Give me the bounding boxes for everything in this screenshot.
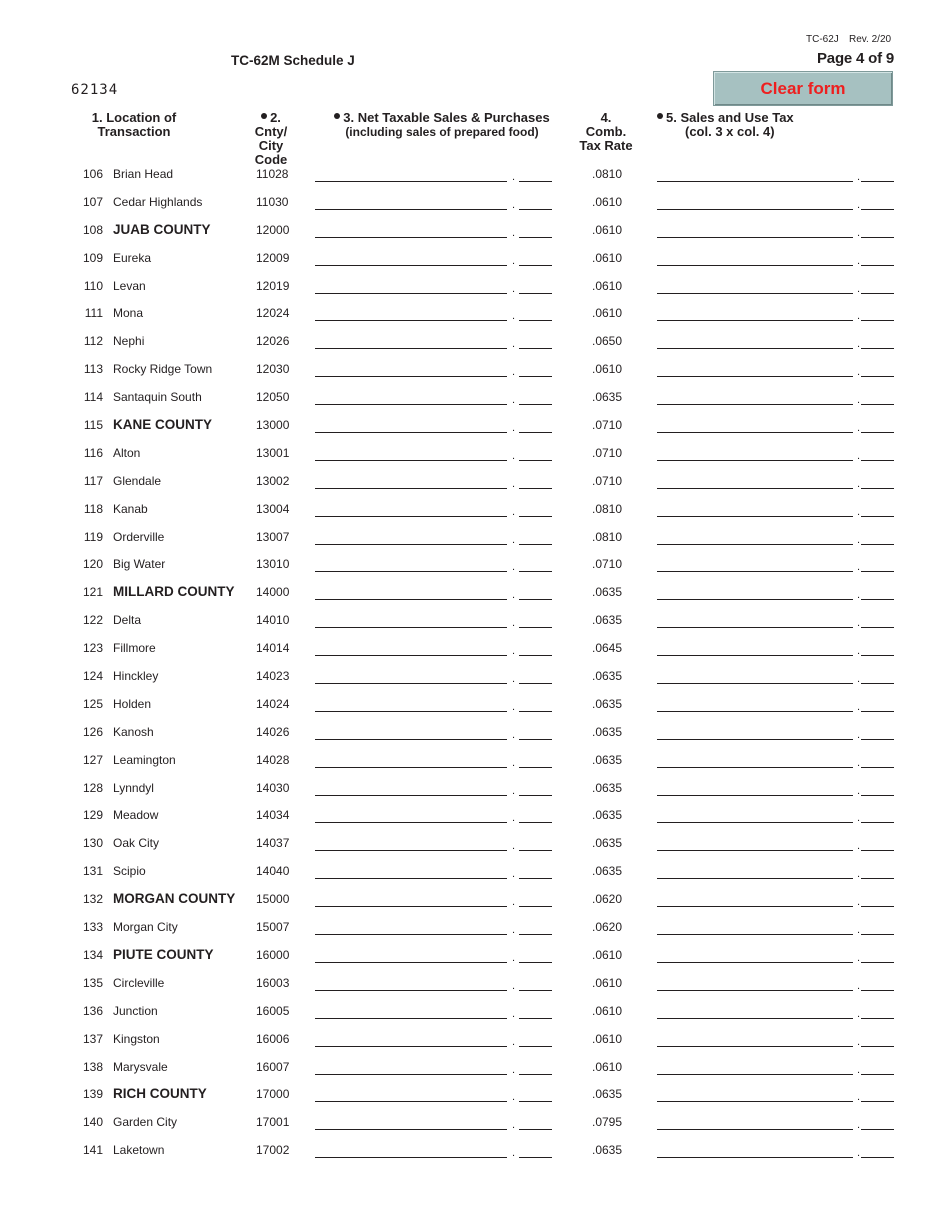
net-taxable-sales-input[interactable]: . (315, 700, 552, 712)
tax-rate: .0710 (592, 418, 623, 433)
sales-use-tax-input[interactable]: . (657, 1146, 894, 1158)
column-header-subline: (including sales of prepared food) (345, 125, 539, 139)
sales-use-tax-input[interactable]: . (657, 560, 894, 572)
location-name: Alton (113, 445, 141, 460)
tax-rate: .0610 (592, 222, 623, 237)
location-code: 13010 (256, 557, 290, 572)
net-taxable-sales-input[interactable]: . (315, 895, 552, 907)
line-number: 125 (82, 696, 103, 711)
sales-use-tax-input[interactable]: . (657, 867, 894, 879)
table-row (0, 634, 950, 662)
net-taxable-sales-input[interactable]: . (315, 867, 552, 879)
net-taxable-sales-input[interactable]: . (315, 728, 552, 740)
line-number: 133 (82, 920, 103, 935)
location-name: Glendale (113, 473, 162, 488)
location-name: Kanab (113, 501, 148, 516)
net-taxable-sales-input[interactable]: . (315, 1007, 552, 1019)
column-header-line: Comb. (585, 124, 627, 139)
location-code: 16003 (256, 975, 290, 990)
location-name: Orderville (113, 529, 165, 544)
tax-rate: .0635 (592, 752, 623, 767)
location-name: Garden City (113, 1115, 178, 1130)
sales-use-tax-input[interactable]: . (657, 672, 894, 684)
location-code: 14040 (256, 864, 290, 879)
tax-rate: .0635 (592, 724, 623, 739)
column-header-tax-rate (576, 111, 636, 153)
tax-rate: .0795 (592, 1115, 623, 1130)
net-taxable-sales-input[interactable]: . (315, 282, 552, 294)
column-header-line: Code (254, 152, 288, 167)
tax-rate: .0610 (592, 306, 623, 321)
location-code: 16006 (256, 1031, 290, 1046)
net-taxable-sales-input[interactable]: . (315, 226, 552, 238)
net-taxable-sales-input[interactable]: . (315, 1035, 552, 1047)
location-name: Circleville (113, 975, 165, 990)
table-row (0, 299, 950, 327)
net-taxable-sales-input[interactable]: . (315, 588, 552, 600)
sales-use-tax-input[interactable]: . (657, 1118, 894, 1130)
net-taxable-sales-input[interactable]: . (315, 254, 552, 266)
net-taxable-sales-input[interactable]: . (315, 839, 552, 851)
location-code: 13004 (256, 501, 290, 516)
location-name: Cedar Highlands (113, 194, 203, 209)
bullet-icon (657, 113, 663, 119)
tax-rate: .0610 (592, 362, 623, 377)
table-row (0, 662, 950, 690)
line-number: 109 (82, 250, 103, 265)
location-code: 14014 (256, 641, 290, 656)
location-name: Brian Head (113, 167, 174, 181)
location-code: 13002 (256, 473, 290, 488)
sales-use-tax-input[interactable]: . (657, 449, 894, 461)
line-number: 141 (82, 1143, 103, 1158)
tax-rate: .0610 (592, 975, 623, 990)
line-number: 112 (83, 334, 103, 349)
location-name: Morgan City (113, 920, 178, 935)
location-name: Laketown (113, 1143, 165, 1158)
sales-use-tax-input[interactable]: . (657, 616, 894, 628)
page-number: Page 4 of 9 (817, 50, 894, 67)
location-code: 14026 (256, 724, 290, 739)
table-row (0, 244, 950, 272)
tax-rate: .0710 (592, 557, 623, 572)
location-code: 14037 (256, 836, 290, 851)
table-row (0, 857, 950, 885)
location-code: 13001 (256, 445, 290, 460)
tax-rate: .0610 (592, 278, 623, 293)
table-row (0, 439, 950, 467)
sales-use-tax-input[interactable]: . (657, 226, 894, 238)
location-code: 14024 (256, 696, 290, 711)
line-number: 137 (82, 1031, 103, 1046)
net-taxable-sales-input[interactable]: . (315, 198, 552, 210)
sales-use-tax-input[interactable]: . (657, 784, 894, 796)
tax-rate: .0810 (592, 167, 623, 181)
line-number: 135 (82, 975, 103, 990)
net-taxable-sales-input[interactable]: . (315, 505, 552, 517)
line-number: 122 (82, 613, 103, 628)
line-number: 129 (82, 808, 103, 823)
sales-use-tax-input[interactable]: . (657, 756, 894, 768)
location-code: 15000 (256, 892, 290, 907)
location-code: 14028 (256, 752, 290, 767)
net-taxable-sales-input[interactable]: . (315, 616, 552, 628)
line-number: 120 (82, 557, 103, 572)
sales-use-tax-input[interactable]: . (657, 1063, 894, 1075)
schedule-table (0, 160, 950, 1164)
line-number: 140 (82, 1115, 103, 1130)
line-number: 128 (82, 780, 103, 795)
table-row (0, 327, 950, 355)
location-name: Fillmore (113, 641, 156, 656)
location-code: 16000 (256, 947, 290, 962)
location-name: Junction (113, 1003, 158, 1018)
column-header-net-taxable (312, 111, 572, 139)
location-name: Nephi (113, 334, 145, 349)
sales-use-tax-input[interactable]: . (657, 1007, 894, 1019)
tax-rate: .0610 (592, 1003, 623, 1018)
tax-rate: .0610 (592, 194, 623, 209)
line-number: 126 (82, 724, 103, 739)
column-header-sales-use-tax (657, 111, 837, 139)
location-name: Eureka (113, 250, 152, 265)
tax-rate: .0635 (592, 585, 623, 600)
location-name: MORGAN COUNTY (113, 891, 236, 907)
location-name: Kingston (113, 1031, 160, 1046)
tax-rate: .0635 (592, 780, 623, 795)
location-code: 14030 (256, 780, 290, 795)
tax-rate: .0810 (592, 501, 623, 516)
sales-use-tax-input[interactable]: . (657, 700, 894, 712)
tax-rate: .0645 (592, 641, 623, 656)
net-taxable-sales-input[interactable]: . (315, 421, 552, 433)
table-row (0, 523, 950, 551)
line-number: 116 (83, 445, 103, 460)
table-row (0, 495, 950, 523)
sales-use-tax-input[interactable]: . (657, 979, 894, 991)
location-name: Kanosh (113, 724, 154, 739)
column-header-line: Transaction (97, 124, 171, 139)
net-taxable-sales-input[interactable]: . (315, 393, 552, 405)
line-number: 131 (82, 864, 103, 879)
sales-use-tax-input[interactable]: . (657, 1090, 894, 1102)
table-row (0, 550, 950, 578)
location-code: 12024 (256, 306, 290, 321)
line-number: 111 (84, 306, 103, 321)
net-taxable-sales-input[interactable]: . (315, 1063, 552, 1075)
table-row (0, 746, 950, 774)
sales-use-tax-input[interactable]: . (657, 505, 894, 517)
line-number: 110 (83, 278, 103, 293)
tax-rate: .0710 (592, 445, 623, 460)
table-row (0, 1136, 950, 1164)
location-name: Big Water (113, 557, 166, 572)
form-revision: Rev. 2/20 (849, 34, 892, 45)
table-row (0, 774, 950, 802)
sales-use-tax-input[interactable]: . (657, 477, 894, 489)
line-number: 115 (83, 418, 103, 433)
column-header-line: 1. Location of (91, 110, 177, 125)
location-code: 12026 (256, 334, 290, 349)
location-code: 13000 (256, 418, 290, 433)
net-taxable-sales-input[interactable]: . (315, 1090, 552, 1102)
location-name: Meadow (113, 808, 159, 823)
bullet-icon (261, 113, 267, 119)
net-taxable-sales-input[interactable]: . (315, 449, 552, 461)
location-code: 14000 (256, 585, 290, 600)
sales-use-tax-input[interactable]: . (657, 282, 894, 294)
table-row (0, 829, 950, 857)
location-name: JUAB COUNTY (113, 221, 211, 237)
tax-rate: .0710 (592, 473, 623, 488)
tax-rate: .0620 (592, 920, 623, 935)
location-name: Mona (113, 306, 144, 321)
line-number: 119 (83, 529, 103, 544)
table-row (0, 969, 950, 997)
tax-rate: .0635 (592, 613, 623, 628)
tax-rate: .0610 (592, 250, 623, 265)
location-code: 14023 (256, 669, 290, 684)
table-row (0, 272, 950, 300)
location-name: Holden (113, 696, 152, 711)
line-number: 107 (82, 194, 103, 209)
tax-rate: .0635 (592, 669, 623, 684)
column-header-line: City (258, 138, 284, 153)
net-taxable-sales-input[interactable]: . (315, 644, 552, 656)
table-row (0, 1053, 950, 1081)
sales-use-tax-input[interactable]: . (657, 923, 894, 935)
net-taxable-sales-input[interactable]: . (315, 784, 552, 796)
column-header-location (84, 111, 184, 139)
table-row (0, 913, 950, 941)
line-number: 127 (82, 752, 103, 767)
column-header-line: 5. Sales and Use Tax (666, 110, 794, 125)
line-number: 130 (82, 836, 103, 851)
location-name: Oak City (113, 836, 160, 851)
form-id: TC-62J (806, 34, 839, 45)
tax-rate: .0635 (592, 390, 623, 405)
bullet-icon (334, 113, 340, 119)
sales-use-tax-input[interactable]: . (657, 811, 894, 823)
line-number: 114 (83, 390, 103, 405)
location-name: PIUTE COUNTY (113, 946, 214, 962)
location-code: 16007 (256, 1059, 290, 1074)
table-row (0, 411, 950, 439)
tax-rate: .0610 (592, 1059, 623, 1074)
column-header-subline: (col. 3 x col. 4) (685, 124, 775, 139)
line-number: 117 (83, 473, 103, 488)
location-name: Marysvale (113, 1059, 168, 1074)
table-row (0, 606, 950, 634)
location-code: 16005 (256, 1003, 290, 1018)
net-taxable-sales-input[interactable]: . (315, 477, 552, 489)
tax-rate: .0635 (592, 836, 623, 851)
net-taxable-sales-input[interactable]: . (315, 365, 552, 377)
table-row (0, 578, 950, 606)
location-code: 14034 (256, 808, 290, 823)
sales-use-tax-input[interactable]: . (657, 421, 894, 433)
column-header-line: 2. (270, 110, 281, 125)
sales-use-tax-input[interactable]: . (657, 309, 894, 321)
line-number: 118 (83, 501, 103, 516)
tax-rate: .0635 (592, 808, 623, 823)
column-header-line: Cnty/ (254, 124, 288, 139)
location-name: Lynndyl (113, 780, 154, 795)
sales-use-tax-input[interactable]: . (657, 1035, 894, 1047)
column-header-line: Tax Rate (579, 138, 633, 153)
table-row (0, 997, 950, 1025)
net-taxable-sales-input[interactable]: . (315, 533, 552, 545)
location-code: 11028 (256, 167, 289, 181)
net-taxable-sales-input[interactable]: . (315, 756, 552, 768)
sales-use-tax-input[interactable]: . (657, 198, 894, 210)
sales-use-tax-input[interactable]: . (657, 588, 894, 600)
table-row (0, 1025, 950, 1053)
net-taxable-sales-input[interactable]: . (315, 309, 552, 321)
net-taxable-sales-input[interactable]: . (315, 170, 552, 182)
tax-rate: .0635 (592, 1087, 623, 1102)
sales-use-tax-input[interactable]: . (657, 393, 894, 405)
location-code: 17000 (256, 1087, 290, 1102)
location-code: 12000 (256, 222, 290, 237)
net-taxable-sales-input[interactable]: . (315, 1118, 552, 1130)
location-name: Delta (113, 613, 142, 628)
form-code: 62134 (71, 82, 119, 98)
location-name: Santaquin South (113, 390, 202, 405)
net-taxable-sales-input[interactable]: . (315, 951, 552, 963)
location-code: 12050 (256, 390, 290, 405)
sales-use-tax-input[interactable]: . (657, 365, 894, 377)
line-number: 136 (82, 1003, 103, 1018)
table-row (0, 1108, 950, 1136)
sales-use-tax-input[interactable]: . (657, 533, 894, 545)
sales-use-tax-input[interactable]: . (657, 254, 894, 266)
table-row (0, 188, 950, 216)
column-header-line: 4. (600, 110, 612, 125)
location-name: MILLARD COUNTY (113, 584, 235, 600)
tax-rate: .0620 (592, 892, 623, 907)
table-row (0, 801, 950, 829)
clear-form-button[interactable]: Clear form (713, 71, 893, 106)
location-name: Rocky Ridge Town (113, 362, 213, 377)
sales-use-tax-input[interactable]: . (657, 170, 894, 182)
tax-rate: .0635 (592, 696, 623, 711)
net-taxable-sales-input[interactable]: . (315, 923, 552, 935)
net-taxable-sales-input[interactable]: . (315, 672, 552, 684)
table-row (0, 383, 950, 411)
table-row (0, 690, 950, 718)
tax-rate: .0610 (592, 947, 623, 962)
table-row (0, 160, 950, 188)
sales-use-tax-input[interactable]: . (657, 839, 894, 851)
net-taxable-sales-input[interactable]: . (315, 560, 552, 572)
column-header-line: 3. Net Taxable Sales & Purchases (343, 110, 550, 125)
line-number: 113 (83, 362, 103, 377)
table-row (0, 941, 950, 969)
location-name: Hinckley (113, 669, 159, 684)
line-number: 132 (82, 892, 103, 907)
location-code: 17001 (256, 1115, 290, 1130)
net-taxable-sales-input[interactable]: . (315, 337, 552, 349)
location-code: 12030 (256, 362, 290, 377)
location-code: 13007 (256, 529, 290, 544)
tax-rate: .0610 (592, 1031, 623, 1046)
location-name: KANE COUNTY (113, 417, 213, 433)
location-code: 14010 (256, 613, 290, 628)
location-name: Levan (113, 278, 146, 293)
line-number: 134 (82, 947, 103, 962)
line-number: 123 (82, 641, 103, 656)
location-code: 17002 (256, 1143, 290, 1158)
line-number: 106 (82, 167, 103, 181)
schedule-title: TC-62M Schedule J (231, 53, 355, 68)
location-code: 12019 (256, 278, 290, 293)
location-code: 11030 (256, 194, 289, 209)
line-number: 124 (82, 669, 103, 684)
location-code: 15007 (256, 920, 290, 935)
sales-use-tax-input[interactable]: . (657, 895, 894, 907)
line-number: 138 (82, 1059, 103, 1074)
location-name: RICH COUNTY (113, 1086, 207, 1102)
sales-use-tax-input[interactable]: . (657, 728, 894, 740)
table-row (0, 885, 950, 913)
sales-use-tax-input[interactable]: . (657, 644, 894, 656)
line-number: 139 (82, 1087, 103, 1102)
net-taxable-sales-input[interactable]: . (315, 811, 552, 823)
location-name: Scipio (113, 864, 146, 879)
line-number: 108 (82, 222, 103, 237)
table-row (0, 718, 950, 746)
table-row (0, 467, 950, 495)
sales-use-tax-input[interactable]: . (657, 337, 894, 349)
location-name: Leamington (113, 752, 176, 767)
net-taxable-sales-input[interactable]: . (315, 979, 552, 991)
location-code: 12009 (256, 250, 290, 265)
sales-use-tax-input[interactable]: . (657, 951, 894, 963)
table-row (0, 216, 950, 244)
column-header-code (250, 111, 292, 167)
line-number: 121 (82, 585, 103, 600)
net-taxable-sales-input[interactable]: . (315, 1146, 552, 1158)
table-row (0, 355, 950, 383)
tax-rate: .0650 (592, 334, 623, 349)
tax-rate: .0635 (592, 1143, 623, 1158)
tax-rate: .0810 (592, 529, 623, 544)
table-row (0, 1080, 950, 1108)
tax-rate: .0635 (592, 864, 623, 879)
